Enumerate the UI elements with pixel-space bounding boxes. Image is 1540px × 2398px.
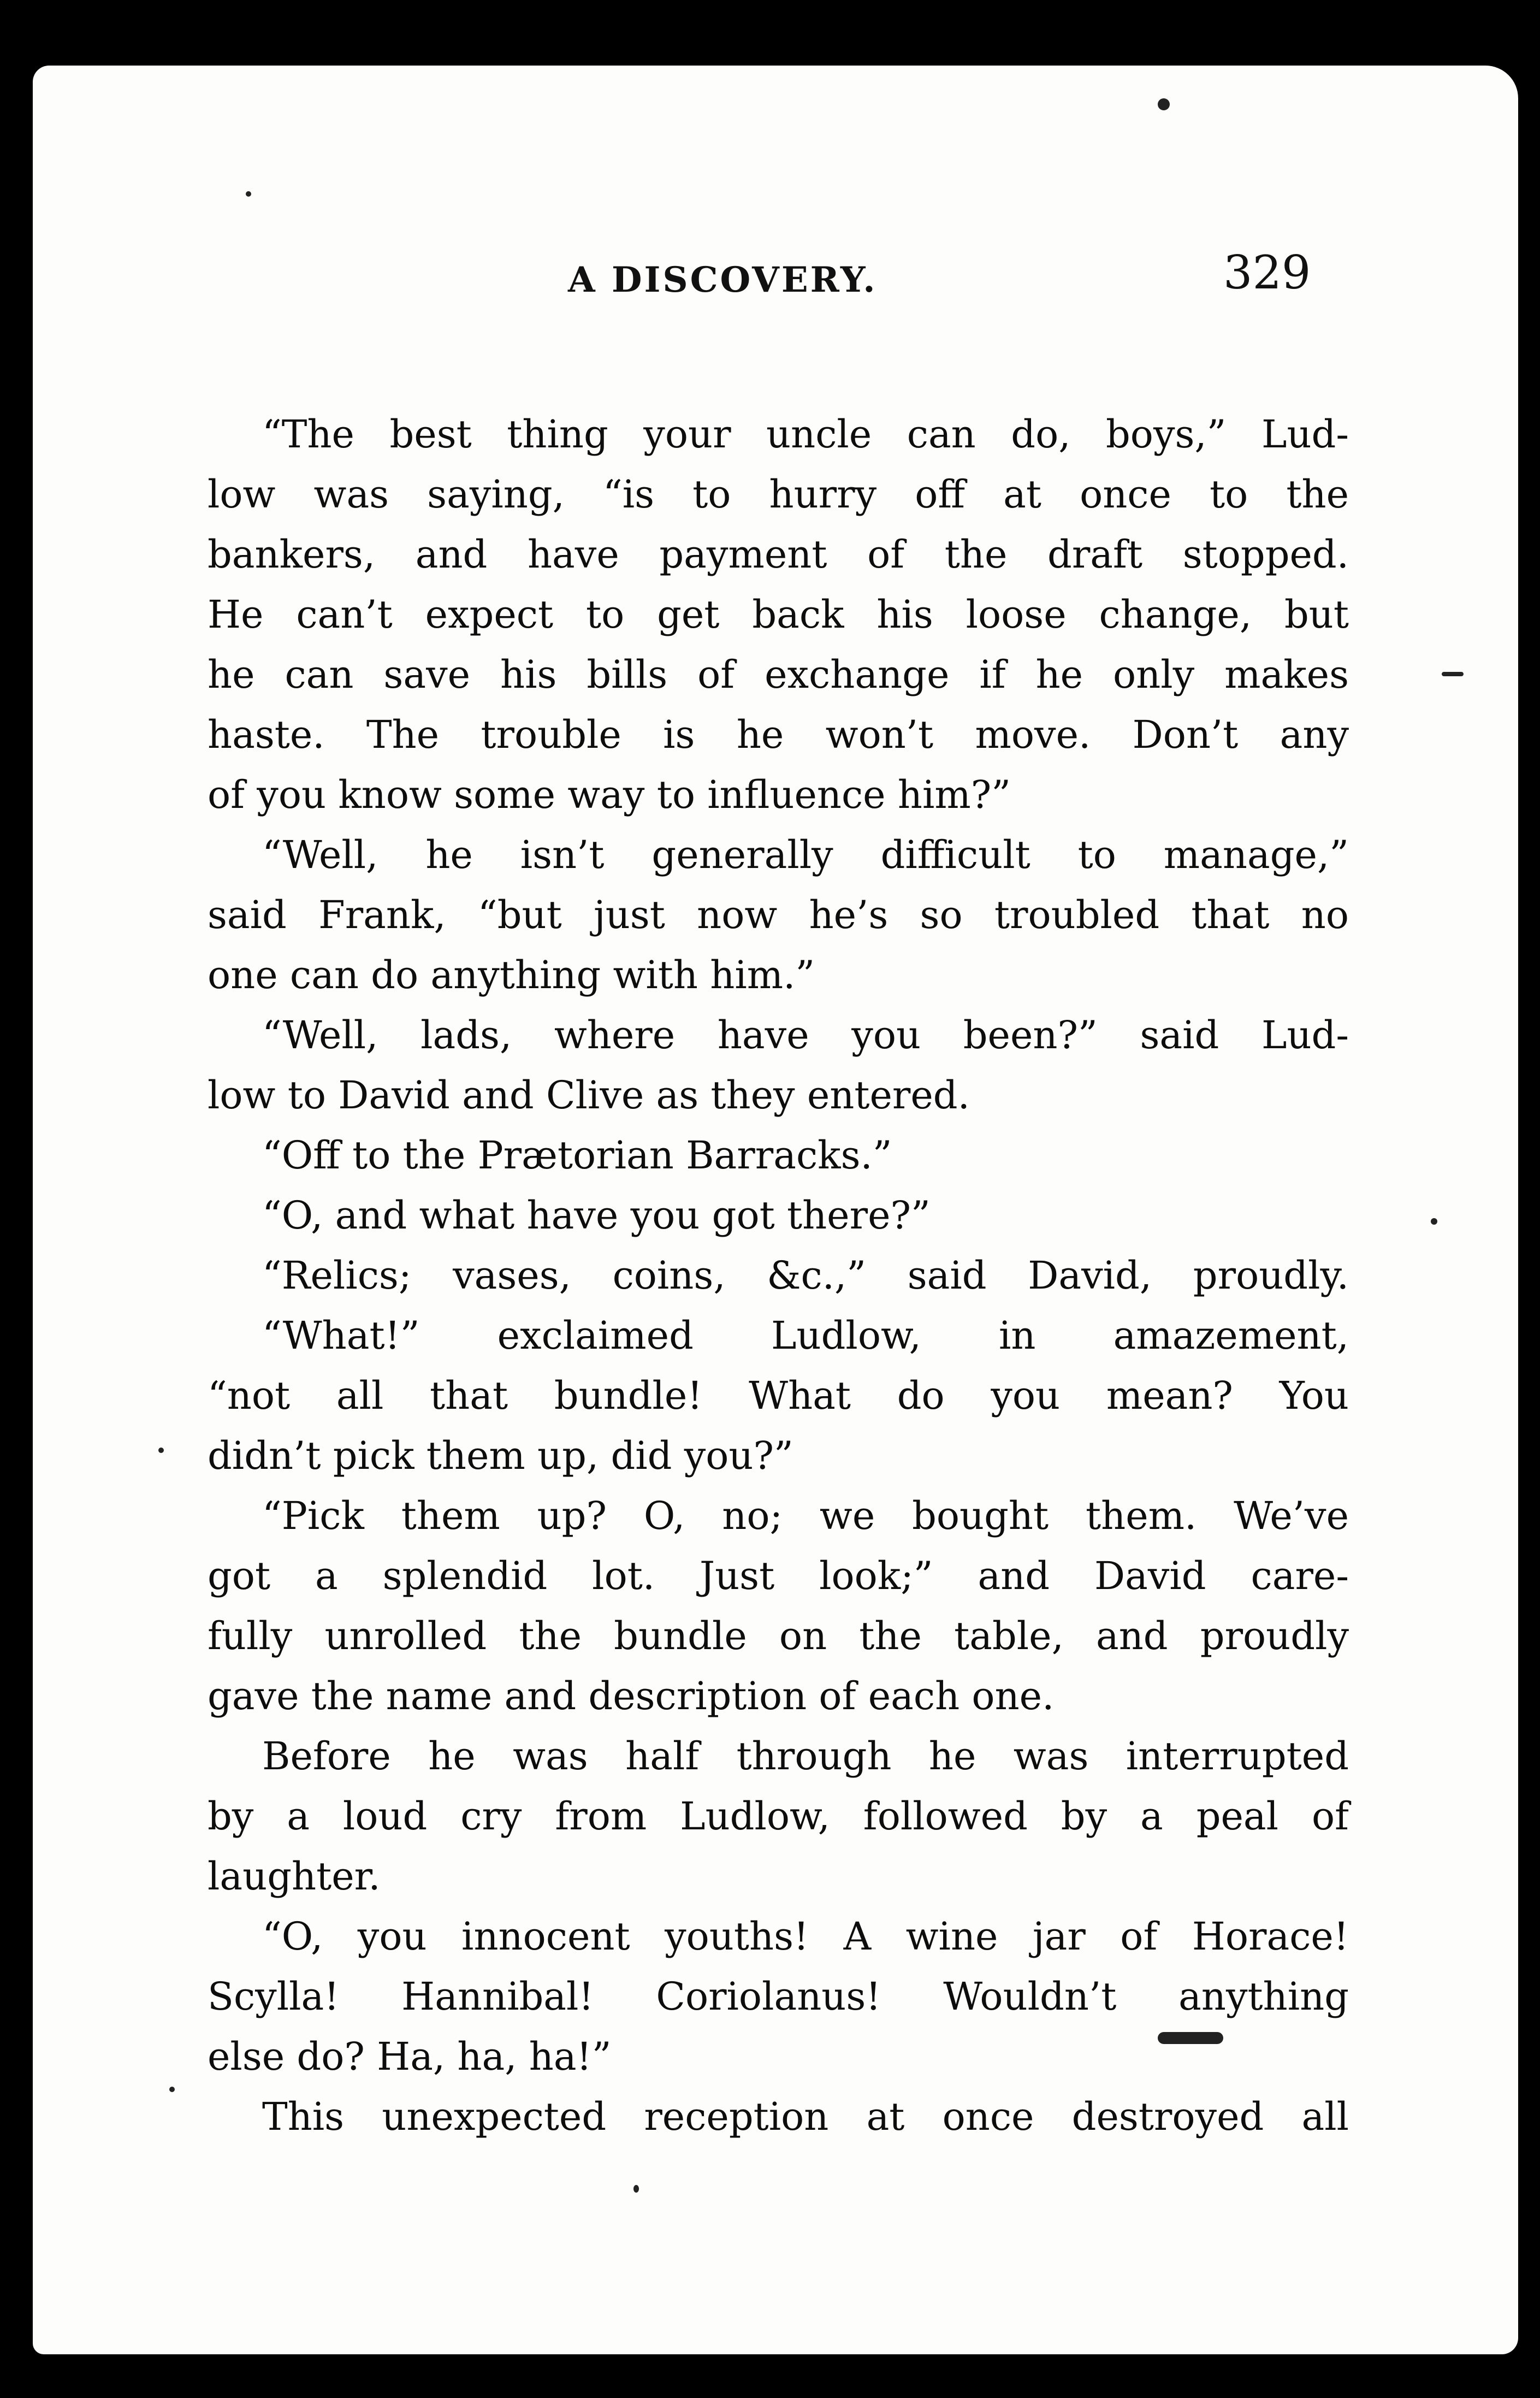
text-line: fully unrolled the bundle on the table, and proudly [208,1614,1349,1658]
text-line: “Well, lads, where have you been?” said Lud- [262,1013,1349,1058]
scan-speck [246,191,251,197]
book-page [33,66,1518,2354]
text-line: This unexpected reception at once destroyed all [262,2094,1349,2139]
text-line: gave the name and description of each one. [208,1674,1055,1718]
page-header [33,229,1518,306]
text-line: “Relics; vases, coins, &c.,” said David, proudly. [262,1253,1349,1298]
text-line: didn’t pick them up, did you?” [208,1433,793,1478]
text-line: else do? Ha, ha, ha!” [208,2034,612,2079]
scan-speck [1158,2032,1223,2044]
text-line: Scylla! Hannibal! Coriolanus! Wouldn’t anything [208,1974,1349,2019]
scan-speck [1442,672,1464,676]
text-line: “O, and what have you got there?” [262,1193,931,1238]
text-line: by a loud cry from Ludlow, followed by a peal of [208,1794,1349,1839]
text-line: he can save his bills of exchange if he only makes [208,652,1349,697]
text-line: He can’t expect to get back his loose change, but [208,592,1349,637]
text-line: “O, you innocent youths! A wine jar of Horace! [262,1914,1349,1959]
text-line: Before he was half through he was interrupted [262,1734,1349,1779]
text-line: haste. The trouble is he won’t move. Don’t any [208,712,1349,757]
text-line: “The best thing your uncle can do, boys,” Lud- [262,412,1349,457]
page-number: 329 [1223,246,1311,299]
text-line: “Well, he isn’t generally difficult to manage,” [262,832,1349,877]
scan-speck [169,2087,175,2092]
text-line: one can do anything with him.” [208,953,815,997]
text-line: low was saying, “is to hurry off at once to the [208,472,1349,517]
scan-speck [633,2185,639,2193]
text-line: “Pick them up? O, no; we bought them. We’ve [262,1493,1349,1538]
running-title: A DISCOVERY. [568,259,878,300]
text-line: laughter. [208,1854,381,1899]
text-line: “not all that bundle! What do you mean? You [208,1373,1349,1418]
text-line: low to David and Clive as they entered. [208,1073,970,1118]
text-line: said Frank, “but just now he’s so troubled that no [208,893,1349,937]
scan-speck [1431,1218,1437,1225]
text-line: bankers, and have payment of the draft stopped. [208,532,1349,577]
text-line: “What!” exclaimed Ludlow, in amazement, [262,1313,1349,1358]
scan-speck [1158,98,1170,110]
scan-speck [158,1448,164,1453]
text-line: got a splendid lot. Just look;” and David care- [208,1554,1349,1598]
body-text [208,404,1349,2147]
text-line: of you know some way to influence him?” [208,772,1011,817]
text-line: “Off to the Prætorian Barracks.” [262,1133,892,1178]
